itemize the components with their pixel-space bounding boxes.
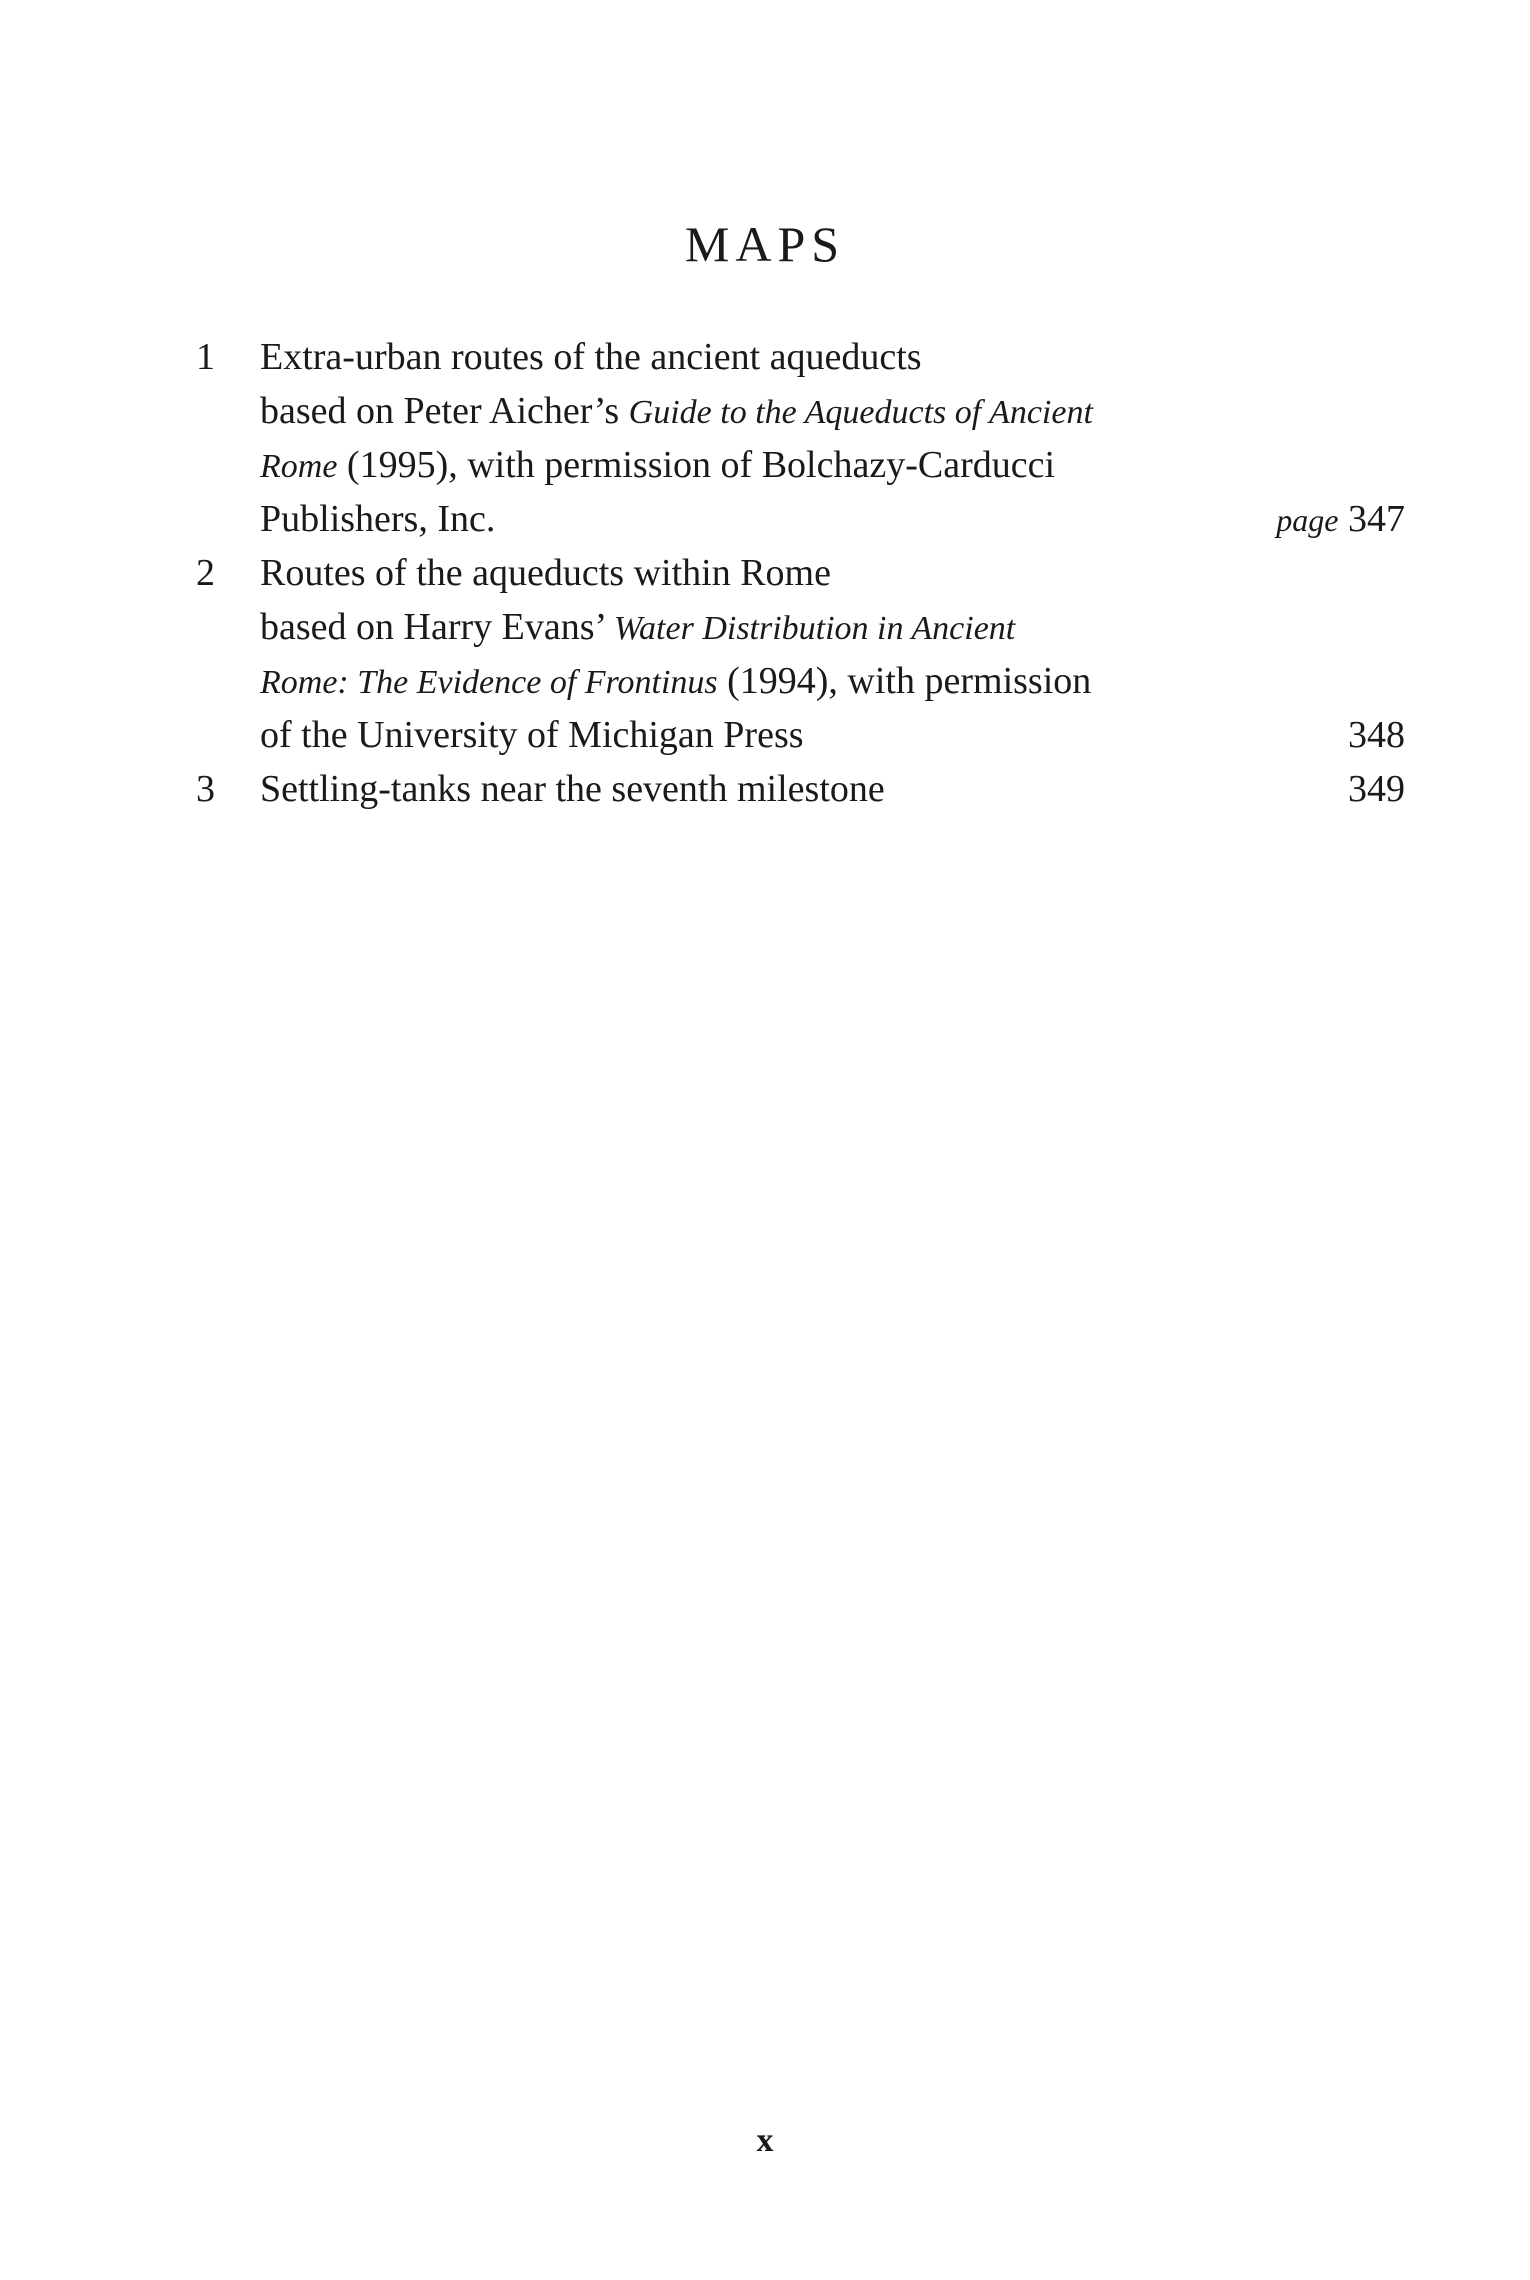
map-entry-2 bbox=[196, 546, 1405, 762]
credit-suffix: (1994), with permission bbox=[717, 660, 1092, 702]
folio: x bbox=[756, 2122, 774, 2159]
page-number: 348 bbox=[1348, 714, 1405, 756]
map-text bbox=[260, 330, 1405, 546]
map-text bbox=[260, 762, 1405, 816]
maps-list bbox=[196, 330, 1405, 816]
credit-line bbox=[260, 384, 1346, 438]
credit-line bbox=[260, 654, 1346, 708]
credit-work-title: Rome bbox=[260, 448, 338, 485]
credit-line bbox=[260, 600, 1346, 654]
credit-work-title: Guide to the Aqueducts of Ancient bbox=[628, 394, 1093, 431]
credit-publisher: Publishers, Inc. bbox=[260, 498, 496, 540]
page-reference bbox=[1260, 492, 1405, 547]
credit-work-title: Water Distribution in Ancient bbox=[613, 610, 1016, 647]
map-number: 2 bbox=[196, 552, 215, 594]
map-caption-line bbox=[260, 762, 1405, 816]
credit-line bbox=[260, 708, 1405, 762]
page-number: 349 bbox=[1348, 768, 1405, 810]
map-entry-3 bbox=[196, 762, 1405, 816]
map-number: 1 bbox=[196, 336, 215, 378]
map-caption: Settling-tanks near the seventh milestone bbox=[260, 768, 885, 810]
map-caption: Extra-urban routes of the ancient aqueducts bbox=[260, 336, 922, 378]
credit-prefix: based on Harry Evans’ bbox=[260, 606, 614, 648]
map-text bbox=[260, 546, 1405, 762]
page-label: page bbox=[1276, 502, 1339, 538]
page-reference bbox=[1260, 762, 1405, 816]
page-title: MAPS bbox=[684, 216, 846, 272]
credit-line bbox=[260, 492, 1405, 546]
credit-publisher: of the University of Michigan Press bbox=[260, 714, 804, 756]
page-reference bbox=[1260, 708, 1405, 762]
map-number: 3 bbox=[196, 768, 215, 810]
credit-suffix: (1995), with permission of Bolchazy-Carducci bbox=[337, 444, 1056, 486]
map-entry-1 bbox=[196, 330, 1405, 546]
credit-line bbox=[260, 438, 1346, 492]
credit-work-title: Rome: The Evidence of Frontinus bbox=[260, 664, 718, 701]
map-caption: Routes of the aqueducts within Rome bbox=[260, 552, 831, 594]
page-number: 347 bbox=[1348, 498, 1405, 540]
credit-prefix: based on Peter Aicher’s bbox=[260, 390, 629, 432]
